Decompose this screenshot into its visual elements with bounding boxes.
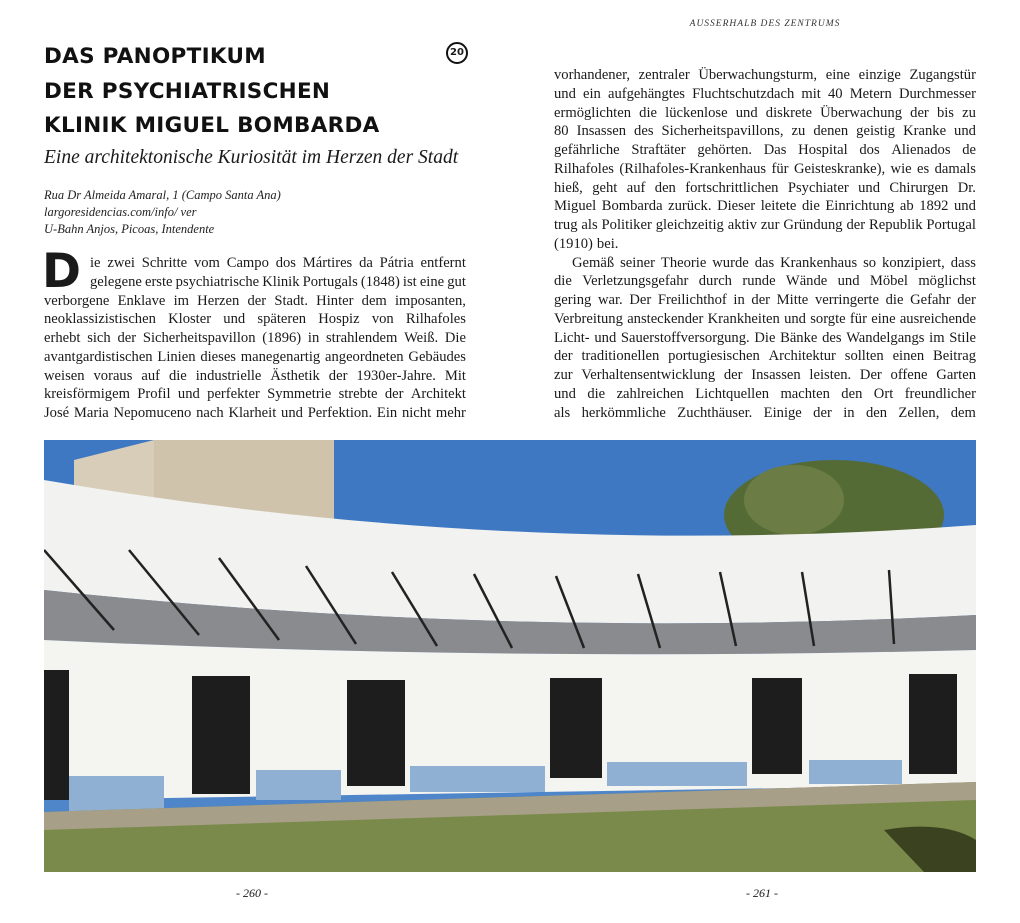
running-head: AUSSERHALB DES ZENTRUMS	[689, 19, 841, 29]
text-line: José Maria Nepomuceno nach Klarheit und Perfektion. Ein nicht mehr	[44, 405, 466, 421]
entry-number-badge: 20	[446, 42, 468, 64]
title-line: DER PSYCHIATRISCHEN	[44, 78, 331, 104]
page-number-right: - 261 -	[746, 886, 778, 900]
text-line: Gemäß seiner Theorie wurde das Krankenhaus so konzipiert, dass	[572, 254, 976, 271]
text-line: Verbreitung ansteckender Krankheiten und sorgte für eine ausreichende	[554, 310, 976, 327]
text-line: gefährliche Straftäter gehörten. Das Hospital dos Alienados de	[554, 142, 976, 158]
text-line: zur Verhaltensentwicklung der Insassen leisten. Der offene Garten	[554, 367, 976, 383]
text-line: hieß, geht auf den fortschrittlichen Psychiater und Chirurgen Dr.	[554, 179, 976, 196]
page-number-left: - 260 -	[236, 886, 268, 900]
text-line: (1910) bei.	[554, 235, 619, 252]
address-info	[44, 187, 281, 238]
title-line: DAS PANOPTIKUM	[44, 44, 266, 69]
drop-cap: D	[42, 244, 82, 299]
text-line: als herkömmliche Zuchthäuser. Einige der in den Zellen, dem	[554, 404, 976, 421]
text-line: und ein aufgehängtes Fluchtschutzdach mit 40 Metern Durchmesser	[554, 85, 976, 102]
text-line: ie zwei Schritte vom Campo dos Mártires da Pátria entfernt	[90, 255, 466, 271]
text-line: gering war. Der Freilichthof in der Mitte verringerte die Gefahr der	[554, 292, 976, 308]
photo-pavilion	[44, 440, 976, 872]
text-line: trug als Politiker gleichzeitig aktiv zur Gründung der Republik Portugal	[554, 217, 976, 233]
left-column-text	[44, 254, 466, 423]
text-line: Rilhafoles (Rilhafoles-Krankenhaus für Geisteskranke), wie es damals	[554, 160, 976, 177]
page-title	[44, 40, 380, 144]
right-column-text	[554, 66, 976, 422]
text-line: weisen voraus auf die industrielle Ästhetik der 1930er-Jahre. Mit	[44, 367, 466, 384]
text-line: und die zahlreichen Lichtquellen machten den Ort freundlicher	[554, 385, 976, 402]
text-line: gelegene erste psychiatrische Klinik Portugals (1848) ist eine gut	[90, 273, 466, 290]
text-line: Miguel Bombarda zurück. Dieser leitete die Einrichtung ab 1892 und	[554, 198, 976, 215]
text-line: erhebt sich der Sicherheitspavillon (1896) in strahlendem Weiß. Die	[44, 330, 466, 346]
address: Rua Dr Almeida Amaral, 1 (Campo Santa Ana)	[44, 188, 281, 202]
text-line: verborgene Enklave im Herzen der Stadt. Hinter dem imposanten,	[44, 292, 466, 309]
subtitle: Eine architektonische Kuriosität im Herzen der Stadt	[44, 147, 459, 168]
text-line: Licht- und Sauerstoffversorgung. Die Bänke des Wandelgangs im Stile	[554, 329, 976, 346]
text-line: avantgardistischen Linien dieses manegenartig angeordneten Gebäudes	[44, 348, 466, 365]
title-line: KLINIK MIGUEL BOMBARDA	[44, 113, 380, 138]
text-line: neoklassizistischen Kloster und späteren Hospiz von Rilhafoles	[44, 311, 466, 328]
text-line: vorhandener, zentraler Überwachungsturm, eine einzige Zugangstür	[554, 67, 976, 83]
text-line: 80 Insassen des Sicherheitspavillons, zu denen geistig Kranke und	[554, 123, 976, 140]
website: largoresidencias.com/info/ ver	[44, 205, 197, 219]
text-line: der traditionellen portugiesischen Architektur sollten einen Beitrag	[554, 348, 976, 365]
text-line: ermöglichten die lückenlose und diskrete Überwachung der bis zu	[554, 104, 976, 121]
text-line: kreisförmigem Profil und perfekter Symmetrie strebte der Architekt	[44, 386, 466, 403]
transit: U-Bahn Anjos, Picoas, Intendente	[44, 222, 215, 236]
text-line: die Verletzungsgefahr durch runde Wände und Möbel möglichst	[554, 273, 976, 290]
